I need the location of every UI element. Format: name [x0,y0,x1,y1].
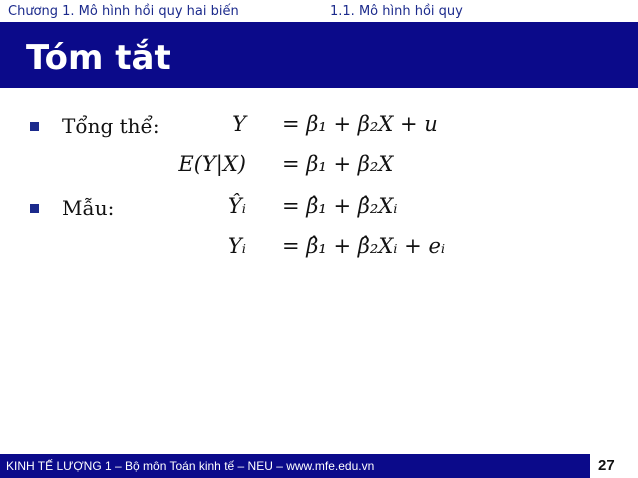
slide-title: Tóm tắt [26,38,171,78]
formula-rhs: = β₁ + β₂X [282,152,394,176]
footer-bar [0,454,590,478]
bullet-icon [30,122,39,131]
chapter-title: Chương 1. Mô hình hồi quy hai biến [8,4,239,19]
formula-row [0,190,638,230]
row-label: Mẫu: [62,196,115,220]
slide-content [0,88,638,454]
formula-lhs: Yᵢ [227,234,246,258]
formula-row [0,230,638,270]
bullet-icon [30,204,39,213]
formula-row [0,108,638,148]
formula-lhs: Y [232,112,246,136]
header-bar [0,0,638,22]
footer-text: KINH TẾ LƯỢNG 1 – Bộ môn Toán kinh tế – NEU – www.mfe.edu.vn [6,459,375,473]
formula-rhs: = β̂₁ + β̂₂Xᵢ [282,194,398,218]
formula-row [0,148,638,188]
page-number: 27 [598,457,615,474]
formula-lhs: Ŷᵢ [227,194,246,218]
row-label: Tổng thể: [62,114,160,138]
formula-rhs: = β₁ + β₂X + u [282,112,438,136]
formula-rhs: = β̂₁ + β̂₂Xᵢ + eᵢ [282,234,446,258]
title-bar [0,22,638,88]
formula-lhs: E(Y|X) [178,152,246,176]
section-title: 1.1. Mô hình hồi quy [330,4,463,19]
